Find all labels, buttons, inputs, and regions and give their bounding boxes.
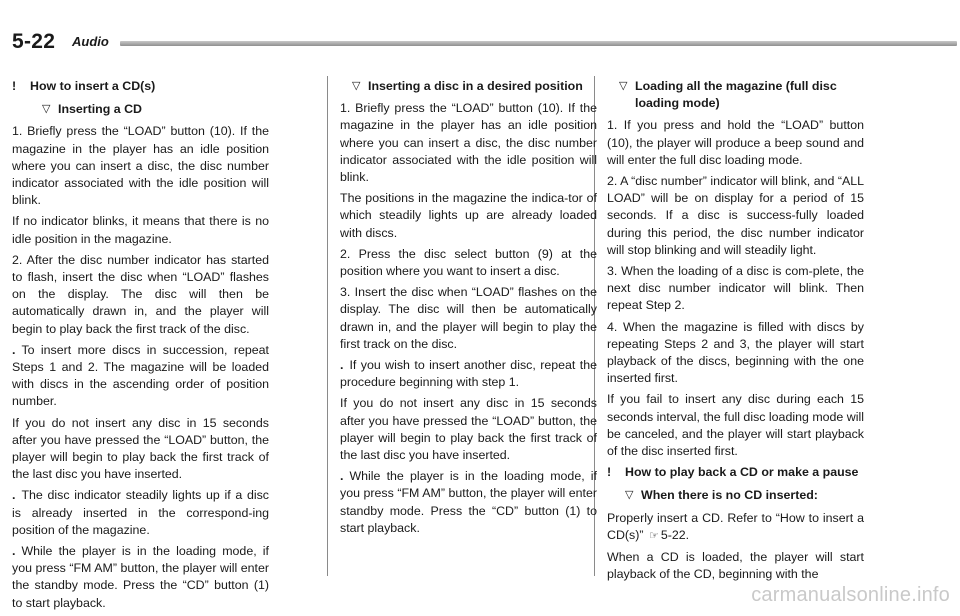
exclamation-icon: ! bbox=[12, 79, 17, 93]
triangle-icon: ▽ bbox=[625, 489, 634, 502]
paragraph: 4. When the magazine is filled with discs by repeating Steps 2 and 3, the player will start playback of the discs, beginning with the one inserted first. bbox=[607, 319, 864, 386]
page-reference-link[interactable]: 5-22. bbox=[660, 527, 690, 542]
header-rule bbox=[120, 41, 957, 46]
subheading-full-disc-loading: ▽ Loading all the magazine (full disc loading mode) bbox=[607, 78, 864, 112]
watermark-text: carmanualsonline.info bbox=[751, 584, 950, 606]
paragraph: 2. A “disc number” indicator will blink, and “ALL LOAD” will be on display for a period of 15 seconds. If a disc is success-fully loaded during this period, the disc number indicator will stop blinking and will steadily light. bbox=[607, 174, 864, 257]
column-2 bbox=[340, 78, 597, 541]
column-divider bbox=[327, 76, 328, 576]
bullet-icon: . bbox=[12, 342, 16, 357]
paragraph: If no indicator blinks, it means that there is no idle position in the magazine. bbox=[12, 214, 269, 246]
bullet-icon: . bbox=[12, 488, 16, 503]
heading-play-back-or-pause: ! How to play back a CD or make a pause bbox=[607, 464, 864, 481]
section-title: Audio bbox=[72, 34, 109, 49]
bullet-icon: . bbox=[12, 544, 16, 559]
column-3 bbox=[607, 78, 864, 587]
triangle-icon: ▽ bbox=[352, 80, 361, 92]
paragraph: 3. Insert the disc when “LOAD” flashes on the display. The disc will then be automatically drawn in, and the player will begin to play the first track on the disc. bbox=[340, 285, 597, 351]
paragraph: If you do not insert any disc in 15 seconds after you have pressed the “LOAD” button, the player will begin to play back the first track of the last disc you have inserted. bbox=[12, 415, 269, 482]
bullet-paragraph: . While the player is in the loading mode, if you press “FM AM” button, the player will enter standby mode. Press the “CD” button (1) to start playback. bbox=[340, 469, 597, 535]
column-1 bbox=[12, 78, 269, 616]
triangle-icon: ▽ bbox=[42, 103, 51, 116]
page-number: 5-22 bbox=[12, 30, 56, 53]
paragraph: 1. Briefly press the “LOAD” button (10). If the magazine in the player has an idle position where you can insert a disc, the disc number indicator associated with the idle position will blink. bbox=[340, 101, 597, 185]
bullet-paragraph: . If you wish to insert another disc, repeat the procedure beginning with step 1. bbox=[340, 358, 597, 390]
heading-insert-cds: ! How to insert a CD(s) bbox=[12, 78, 269, 95]
bullet-paragraph: . The disc indicator steadily lights up if a disc is already inserted in the correspond-ing position of the magazine. bbox=[12, 488, 269, 537]
paragraph: If you do not insert any disc in 15 seconds after you have pressed the “LOAD” button, the player will begin to play back the first track of the last disc you have inserted. bbox=[340, 396, 597, 463]
triangle-icon: ▽ bbox=[619, 80, 628, 92]
subheading-desired-position: ▽ Inserting a disc in a desired position bbox=[340, 78, 597, 95]
paragraph: If you fail to insert any disc during each 15 seconds interval, the full disc loading mode will be canceled, and the player will start playback of the disc inserted first. bbox=[607, 392, 864, 459]
paragraph: When a CD is loaded, the player will start playback of the CD, beginning with the bbox=[607, 550, 864, 582]
subheading-no-cd-inserted: ▽ When there is no CD inserted: bbox=[607, 487, 864, 504]
paragraph: 1. Briefly press the “LOAD” button (10). If the magazine in the player has an idle position where you can insert a disc, the disc number indicator associated with the idle position will blink. bbox=[12, 124, 269, 208]
page-header bbox=[12, 30, 957, 54]
bullet-paragraph: . While the player is in the loading mode, if you press “FM AM” button, the player will enter the standby mode. Press the “CD” button (1) to start playback. bbox=[12, 544, 269, 610]
bullet-paragraph: . To insert more discs in succession, repeat Steps 1 and 2. The magazine will be loaded with discs in the ascending order of position number. bbox=[12, 342, 269, 409]
paragraph: 3. When the loading of a disc is com-plete, the next disc number indicator will blink. Then repeat Step 2. bbox=[607, 264, 864, 313]
paragraph-with-reference: Properly insert a CD. Refer to “How to insert a CD(s)” ☞ 5-22. bbox=[607, 510, 864, 542]
paragraph: 2. After the disc number indicator has started to flash, insert the disc when “LOAD” flashes on the display. The disc will then be automatically drawn in, and the player will begin to play back the first track of the disc. bbox=[12, 252, 269, 336]
paragraph: 1. If you press and hold the “LOAD” button (10), the player will produce a beep sound and will enter the full disc loading mode. bbox=[607, 118, 864, 167]
bullet-icon: . bbox=[340, 469, 344, 484]
paragraph: The positions in the magazine the indica-tor of which steadily lights up are already loaded with discs. bbox=[340, 191, 597, 240]
subheading-inserting-a-cd: ▽ Inserting a CD bbox=[12, 101, 269, 118]
paragraph: 2. Press the disc select button (9) at the position where you want to insert a disc. bbox=[340, 246, 597, 279]
exclamation-icon: ! bbox=[607, 465, 612, 480]
reference-arrow-icon: ☞ bbox=[648, 529, 659, 542]
bullet-icon: . bbox=[340, 358, 344, 373]
